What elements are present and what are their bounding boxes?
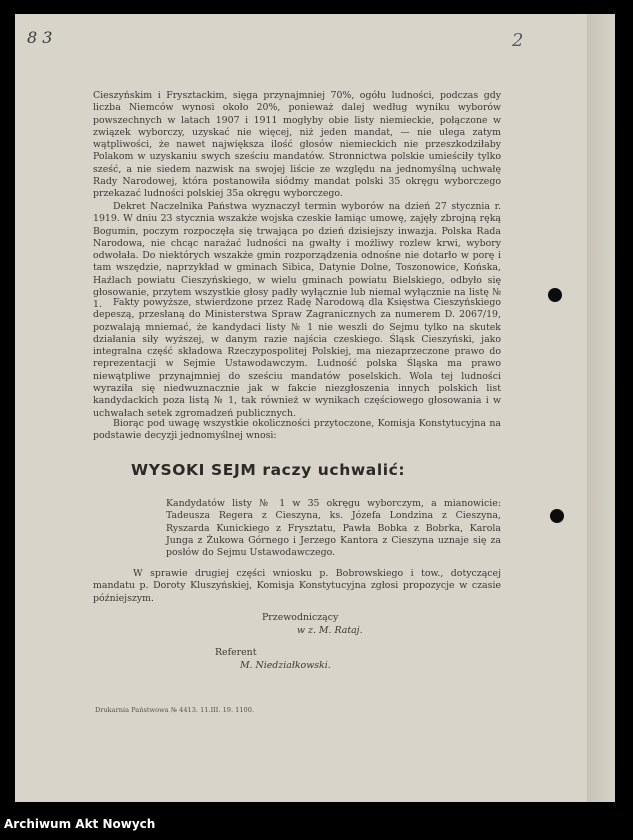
paragraph-4-text: Biorąc pod uwagę wszystkie okoliczności przytoczone, Komisja Konstytucyjna na podstawie decyzji jednomyślnej wnosi:: [93, 418, 501, 442]
punch-hole-top: [548, 288, 562, 302]
paragraph-3: [93, 297, 501, 420]
resolution-text: Kandydatów listy № 1 w 35 okręgu wyborczym, a mianowicie: Tadeusza Regera z Cieszyna, ks. Józefa Londzina z Cieszyna, Ryszarda Kunickiego z Frysztatu, Pawła Bobka z Bobrka, Karola Junga z Żukowa Górnego i Jerzego Kantora z Cieszyna uznaje się za posłów do Sejmu Ustawodawczego.: [166, 498, 501, 559]
handwritten-mark-right: 2: [512, 30, 524, 51]
paragraph-2: [93, 201, 501, 312]
paragraph-2-text: Dekret Naczelnika Państwa wyznaczył termin wyborów na dzień 27 stycznia r. 1919. W dniu 23 stycznia wszakże wojska czeskie łamiąc umowę, zajęły zbrojną ręką Bogumin, poczym rozpoczęła się trwająca po dzień dzisiejszy inwazja. Polska Rada Narodowa, nie chcąc narażać ludności na gwałty i możliwy rozlew krwi, wybory odwołała. Do niektórych wszakże gmin rozporządzenia odnośne nie dotarło w porę i tam wszędzie, naprzykład w gminach Sibica, Datynie Dolne, Toszonowice, Końska, Haźlach powiatu Cieszyńskiego, w wielu gminach powiatu Bielskiego, odbyło się głosowanie, przytem wszystkie głosy padły wyłącznie lub niemal wyłącznie na listę № 1.: [93, 201, 501, 311]
paragraph-1: [93, 90, 501, 201]
paragraph-4: [93, 418, 501, 443]
paragraph-1-text: Cieszyńskim i Frysztackim, sięga przynajmniej 70%, ogółu ludności, podczas gdy liczba Niemców wynosi około 20%, ponieważ dalej według wyniku wyborów powszechnych w latach 1907 i 1911 mogłyby obie listy niemieckie, połączone w związek wyborczy, uzyskać nie więcej, niż jeden mandat, — nie ulega zatym wątpliwości, że nawet największa ilość głosów niemieckich nie przeszkodziłaby Polakom w uzyskaniu swych sześciu mandatów. Stronnictwa polskie umieściły tylko sześć, a nie siedem nazwisk na swojej liście ze względu na jednomyślną uchwałę Rady Narodowej, która postanowiła siódmy mandat polski 35 okręgu wyborczego przekazać ludności polskiej 35a okręgu wyborczego.: [93, 90, 501, 200]
rapporteur-title: Referent: [215, 647, 257, 658]
second-part-text: W sprawie drugiej części wniosku p. Bobrowskiego i tow., dotyczącej mandatu p. Doroty Kluszyńskiej, Komisja Konstytucyjna zgłosi propozycje w czasie późniejszym.: [93, 568, 501, 604]
chairman-title: Przewodniczący: [262, 612, 339, 623]
resolution-heading: WYSOKI SEJM raczy uchwalić:: [131, 461, 406, 479]
sheet-edge: [587, 14, 615, 802]
paragraph-3-text: Fakty powyższe, stwierdzone przez Radę Narodową dla Księstwa Cieszyńskiego depeszą, przesłaną do Ministerstwa Spraw Zagranicznych za numerem D. 2067/19, pozwalają mniemać, że kandydaci listy № 1 nie weszli do Sejmu tylko na skutek działania siły wyższej, w danym razie najścia czeskiego. Śląsk Cieszyński, jako integralna część składowa Rzeczypospolitej Polskiej, ma niezaprzeczone prawo do reprezentacji w Sejmie Ustawodawczym. Ludność polska Śląska ma prawo niewątpliwe przynajmniej do sześciu mandatów poselskich. Wola tej ludności wyraziła się niedwuznacznie jak w fakcie niezgłoszenia innych polskich list kandydackich poza listą № 1, tak również w wynikach częściowego głosowania i w uchwałach setek zgromadzeń publicznych.: [93, 297, 501, 419]
punch-hole-bottom: [550, 509, 564, 523]
printer-footer: Drukarnia Państwowa № 4413. 11.III. 19. 1100.: [95, 706, 255, 714]
handwritten-mark-left: 8 3: [27, 28, 53, 47]
archive-label: Archiwum Akt Nowych: [4, 817, 156, 831]
chairman-name: w z. M. Rataj.: [297, 625, 363, 636]
rapporteur-name: M. Niedziałkowski.: [240, 660, 331, 671]
